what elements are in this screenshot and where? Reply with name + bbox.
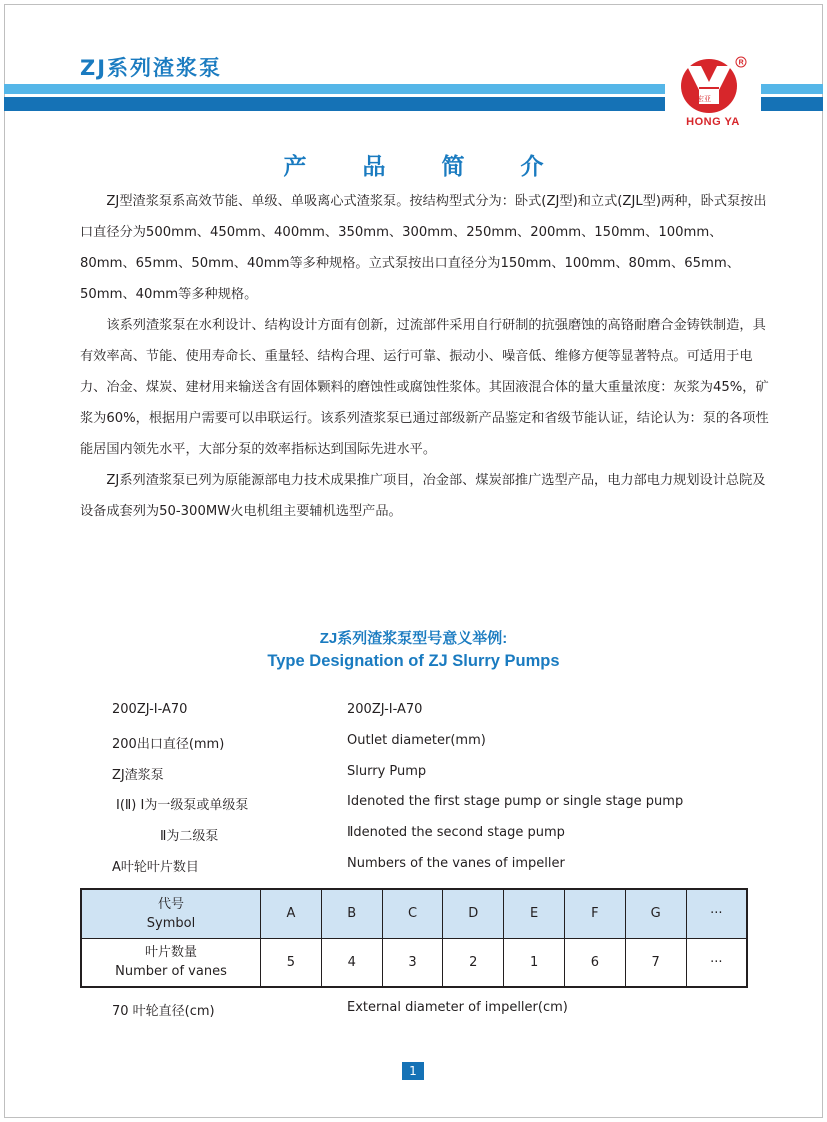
designation-cn: ZJ渣浆泵 — [112, 768, 164, 783]
designation-en: Numbers of the vanes of impeller — [347, 856, 565, 871]
vanes-cell: 4 — [321, 938, 382, 987]
designation-footer-en: External diameter of impeller(cm) — [347, 1000, 568, 1015]
designation-row — [0, 733, 827, 757]
symbol-cell: E — [504, 889, 565, 938]
type-designation-title — [0, 628, 827, 672]
designation-en: Outlet diameter(mm) — [347, 733, 486, 748]
designation-cn: 200ZJ-Ⅰ-A70 — [112, 702, 188, 717]
designation-cn: A叶轮叶片数目 — [112, 860, 199, 875]
intro-paragraph: ZJ系列渣浆泵已列为原能源部电力技术成果推广项目，冶金部、煤炭部推广选型产品，电力部电力规划设计总院及设备成套列为50-300MW火电机组主要辅机选型产品。 — [80, 473, 766, 519]
designation-cn: Ⅱ为二级泵 — [160, 829, 219, 844]
designation-en: Ⅰdenoted the first stage pump or single stage pump — [347, 794, 684, 809]
vanes-cell: 3 — [382, 938, 443, 987]
vanes-cell: 7 — [625, 938, 686, 987]
symbol-header-cell — [81, 889, 261, 938]
vanes-cell: 5 — [261, 938, 322, 987]
vanes-header-en: Number of vanes — [115, 964, 227, 980]
designation-footer-row — [0, 1000, 827, 1024]
designation-row — [0, 764, 827, 788]
symbol-table — [80, 888, 748, 988]
symbol-cell: ··· — [686, 889, 747, 938]
designation-en: Ⅱdenoted the second stage pump — [347, 825, 565, 840]
hongya-logo-icon — [675, 52, 751, 116]
hongya-logo — [665, 50, 761, 132]
designation-footer-cn: 70 叶轮直径(cm) — [112, 1004, 215, 1019]
intro-paragraph: 该系列渣浆泵在水利设计、结构设计方面有创新，过流部件采用自行研制的抗强磨蚀的高铬耐磨合金铸铁制造，具有效率高、节能、使用寿命长、重量轻、结构合理、运行可靠、振动小、噪音低、维修方便等显著特点。可适用于电力、冶金、煤炭、建材用来输送含有固体颗料的磨蚀性或腐蚀性浆体。其固液混合体的量大重量浓度：灰浆为45%，矿浆为60%，根据用户需要可以串联运行。该系列渣浆泵已通过部级新产品鉴定和省级节能认证，结论认为：泵的各项性能居国内领先水平，大部分泵的效率指标达到国际先进水平。 — [80, 318, 769, 457]
vanes-header-cn: 叶片数量 — [145, 945, 198, 961]
intro-text — [80, 186, 770, 527]
table-row — [81, 938, 747, 987]
header-title: ZJ系列渣浆泵 — [80, 56, 223, 80]
designation-en: 200ZJ-Ⅰ-A70 — [347, 702, 423, 717]
registered-mark: R — [738, 59, 744, 67]
designation-row — [0, 825, 827, 849]
symbol-cell: F — [565, 889, 626, 938]
designation-en: Slurry Pump — [347, 764, 427, 779]
vanes-cell: 2 — [443, 938, 504, 987]
page-number: 1 — [402, 1062, 424, 1080]
page-heading: 产 品 简 介 — [283, 154, 568, 180]
symbol-header-cn: 代号 — [158, 896, 185, 912]
symbol-cell: G — [625, 889, 686, 938]
brand-name: HONG YA — [686, 116, 740, 128]
symbol-cell: C — [382, 889, 443, 938]
designation-row — [0, 702, 827, 726]
designation-row — [0, 794, 827, 818]
vanes-cell: 1 — [504, 938, 565, 987]
vanes-header-cell — [81, 938, 261, 987]
table-row — [81, 889, 747, 938]
logo-chars: 宏亚 — [697, 95, 711, 103]
symbol-header-en: Symbol — [146, 915, 196, 931]
symbol-cell: D — [443, 889, 504, 938]
designation-cn: Ⅰ(Ⅱ) Ⅰ为一级泵或单级泵 — [116, 798, 249, 813]
symbol-cell: B — [321, 889, 382, 938]
vanes-cell: 6 — [565, 938, 626, 987]
designation-row — [0, 856, 827, 880]
type-title-cn: ZJ系列渣浆泵型号意义举例: — [319, 630, 508, 647]
symbol-cell: A — [261, 889, 322, 938]
vanes-cell: ··· — [686, 938, 747, 987]
designation-cn: 200出口直径(mm) — [112, 737, 225, 752]
type-title-en: Type Designation of ZJ Slurry Pumps — [267, 652, 560, 670]
intro-paragraph: ZJ型渣浆泵系高效节能、单级、单吸离心式渣浆泵。按结构型式分为：卧式(ZJ型)和立式(ZJL型)两种，卧式泵按出口直径分为500mm、450mm、400mm、350mm、300mm、250mm、200mm、150mm、100mm、80mm、65mm、50mm、40mm等多种规格。立式泵按出口直径分为150mm、100mm、80mm、65mm、50mm、40mm等多种规格。 — [80, 194, 767, 302]
